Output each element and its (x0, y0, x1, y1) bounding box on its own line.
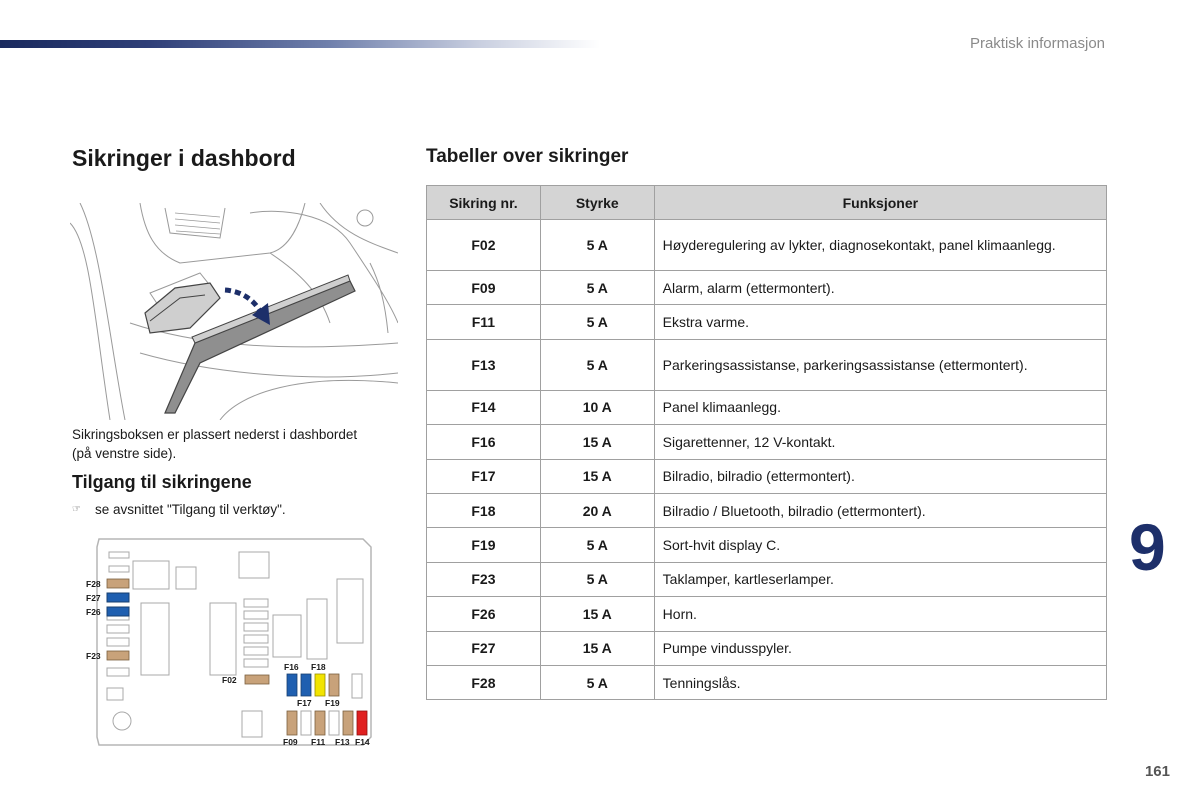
fuse-label-f09: F09 (283, 737, 298, 747)
fuse-number: F26 (427, 597, 541, 631)
fuse-number: F02 (427, 220, 541, 271)
table-row (427, 597, 1107, 631)
fuse-function: Panel klimaanlegg. (654, 390, 1106, 424)
fuse-function: Bilradio / Bluetooth, bilradio (ettermontert). (654, 493, 1106, 527)
fuse-label-f11: F11 (311, 737, 326, 747)
fuse-label-f28: F28 (86, 579, 101, 589)
table-row (427, 271, 1107, 305)
fuse-label-f18: F18 (311, 662, 326, 672)
fuse-table (426, 185, 1107, 700)
fuse-rating: 5 A (540, 528, 654, 562)
fuse-function: Horn. (654, 597, 1106, 631)
fuse-function: Høyderegulering av lykter, diagnosekontakt, panel klimaanlegg. (654, 220, 1106, 271)
fuse-number: F11 (427, 305, 541, 339)
fuse-rating: 5 A (540, 562, 654, 596)
fuse-function: Sort-hvit display C. (654, 528, 1106, 562)
fuse-label-f14: F14 (355, 737, 370, 747)
fuse-rating: 5 A (540, 220, 654, 271)
fuse-rating: 5 A (540, 305, 654, 339)
table-row (427, 665, 1107, 699)
fuse-number: F23 (427, 562, 541, 596)
table-row (427, 493, 1107, 527)
fuse-rating: 15 A (540, 597, 654, 631)
fusebox-location-caption: Sikringsboksen er plassert nederst i dashbordet (på venstre side). (72, 427, 358, 461)
fuse-function: Tenningslås. (654, 665, 1106, 699)
page-number: 161 (1144, 763, 1170, 780)
dashboard-fusebox-illustration (70, 203, 398, 420)
reference-arrow-icon: ☞ (72, 504, 81, 515)
fuse-number: F09 (427, 271, 541, 305)
table-row (427, 459, 1107, 493)
fuse-function: Pumpe vindusspyler. (654, 631, 1106, 665)
header-accent-bar (0, 40, 600, 48)
fuse-function: Parkeringsassistanse, parkeringsassistanse (ettermontert). (654, 339, 1106, 390)
fuse-label-f17: F17 (297, 698, 312, 708)
fuse-function: Taklamper, kartleserlamper. (654, 562, 1106, 596)
table-title: Tabeller over sikringer (426, 146, 629, 167)
fuse-rating: 15 A (540, 459, 654, 493)
fuse-function: Alarm, alarm (ettermontert). (654, 271, 1106, 305)
fuse-label-f26: F26 (86, 607, 101, 617)
fuse-number: F18 (427, 493, 541, 527)
fuse-label-f27: F27 (86, 593, 101, 603)
fuse-rating: 10 A (540, 390, 654, 424)
access-reference-text: se avsnittet "Tilgang til verktøy". (94, 502, 286, 517)
access-heading: Tilgang til sikringene (72, 472, 252, 492)
fuse-label-f16: F16 (284, 662, 299, 672)
fuse-number: F17 (427, 459, 541, 493)
chapter-number: 9 (1129, 510, 1166, 584)
table-row (427, 562, 1107, 596)
fuse-number: F13 (427, 339, 541, 390)
fuse-label-f23: F23 (86, 651, 101, 661)
fuse-rating: 5 A (540, 339, 654, 390)
fuse-number: F14 (427, 390, 541, 424)
table-header-row (427, 186, 1107, 220)
fuse-number: F19 (427, 528, 541, 562)
fuse-label-f19: F19 (325, 698, 340, 708)
table-row (427, 631, 1107, 665)
access-reference (72, 502, 286, 517)
column-header-functions: Funksjoner (654, 186, 1106, 220)
column-header-rating: Styrke (540, 186, 654, 220)
fuse-number: F16 (427, 425, 541, 459)
table-row (427, 390, 1107, 424)
fusebox-diagram (85, 537, 375, 747)
fuse-rating: 15 A (540, 425, 654, 459)
table-row (427, 339, 1107, 390)
table-row (427, 305, 1107, 339)
fuse-number: F28 (427, 665, 541, 699)
fuse-label-f13: F13 (335, 737, 350, 747)
fuse-rating: 15 A (540, 631, 654, 665)
section-title: Praktisk informasjon (969, 35, 1105, 52)
fuse-function: Ekstra varme. (654, 305, 1106, 339)
fuse-rating: 5 A (540, 665, 654, 699)
table-row (427, 220, 1107, 271)
table-row (427, 425, 1107, 459)
table-row (427, 528, 1107, 562)
fuse-label-f02: F02 (222, 675, 237, 685)
column-header-fuse-number: Sikring nr. (427, 186, 541, 220)
fuse-rating: 5 A (540, 271, 654, 305)
fuse-function: Sigarettenner, 12 V-kontakt. (654, 425, 1106, 459)
fuse-rating: 20 A (540, 493, 654, 527)
fuse-number: F27 (427, 631, 541, 665)
fuse-function: Bilradio, bilradio (ettermontert). (654, 459, 1106, 493)
page-title: Sikringer i dashbord (72, 145, 296, 171)
